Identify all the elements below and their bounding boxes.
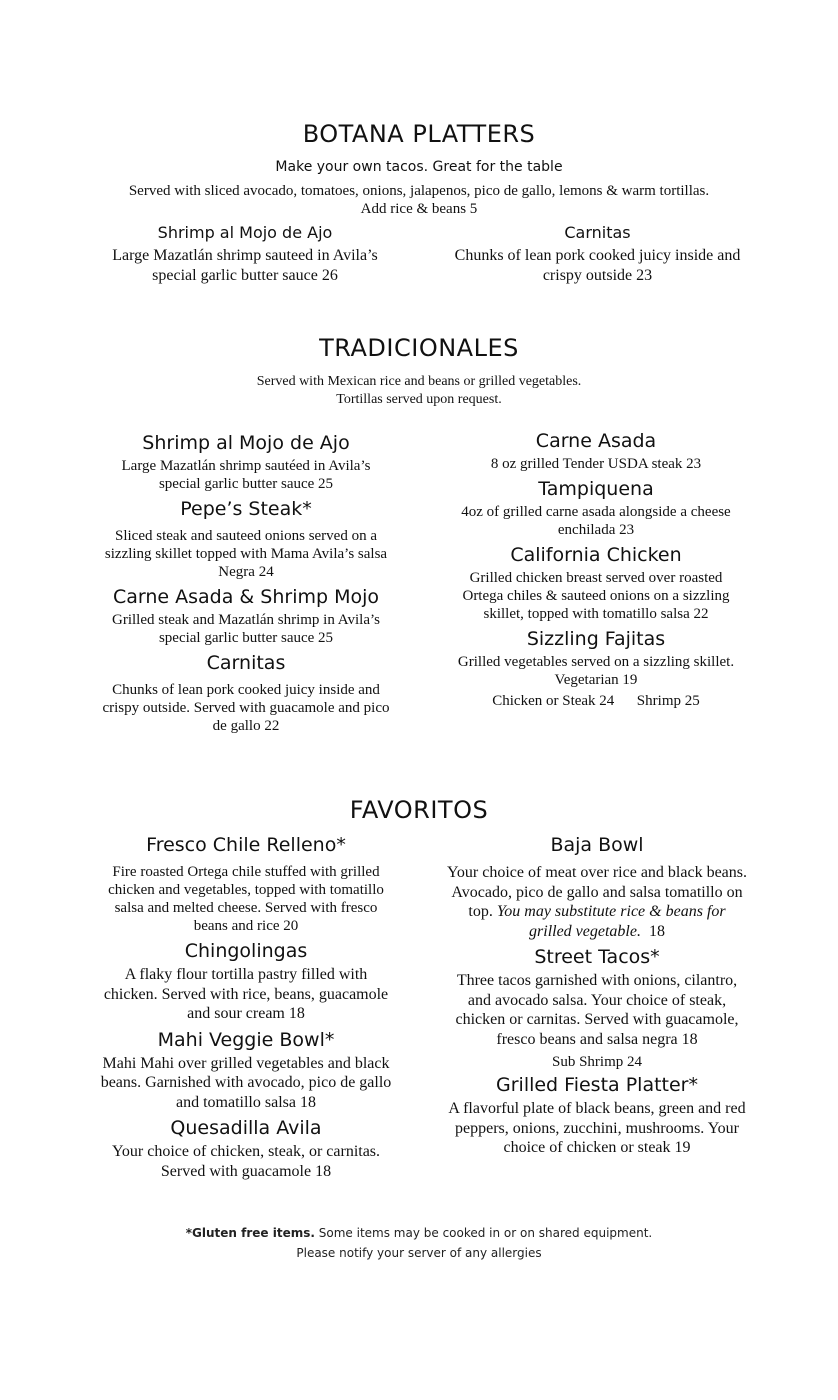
item-desc: Mahi Mahi over grilled vegetables and black beans. Garnished with avocado, pico de gallo and tomatillo salsa 18 (100, 1054, 392, 1111)
botana-title: BOTANA PLATTERS (302, 120, 536, 148)
item-name: Carnitas (206, 652, 286, 674)
item-name: Baja Bowl (550, 834, 644, 856)
tradicionales-left-column (100, 431, 392, 739)
item-name: Grilled Fiesta Platter* (496, 1074, 698, 1096)
item-name: Fresco Chile Relleno* (146, 834, 346, 856)
item-desc: 8 oz grilled Tender USDA steak 23 (490, 456, 702, 472)
item-desc: 4oz of grilled carne asada alongside a cheese enchilada 23 (461, 504, 731, 538)
favoritos-right-column (446, 833, 748, 1162)
item-desc: Grilled steak and Mazatlán shrimp in Avila’s special garlic butter sauce 25 (112, 612, 380, 646)
item-desc (446, 863, 748, 941)
item-desc: Sliced steak and sauteed onions served on a sizzling skillet topped with Mama Avila’s salsa Negra 24 (104, 528, 388, 580)
item-desc: Grilled vegetables served on a sizzling skillet. (457, 654, 735, 670)
item-desc: Your choice of chicken, steak, or carnitas. Served with guacamole 18 (111, 1143, 381, 1180)
footer-shared-equipment: Some items may be cooked in or on shared equipment. (318, 1226, 653, 1240)
item-name: Carne Asada (535, 430, 657, 452)
item-desc: Chunks of lean pork cooked juicy inside and crispy outside 23 (454, 247, 741, 284)
item-desc: A flaky flour tortilla pastry filled with chicken. Served with rice, beans, guacamole and sour cream 18 (103, 966, 389, 1022)
botana-served: Served with sliced avocado, tomatoes, onions, jalapenos, pico de gallo, lemons & warm tortillas. (128, 183, 710, 199)
item-name: Mahi Veggie Bowl* (157, 1028, 335, 1051)
item-name: Pepe’s Steak* (180, 498, 312, 520)
tradicionales-served-2: Tortillas served upon request. (336, 392, 502, 407)
item-name: Street Tacos* (534, 946, 660, 968)
baja-bowl-substitute-note: You may substitute rice & beans for grilled vegetable. (496, 903, 726, 940)
baja-bowl-price: 18 (648, 922, 665, 940)
item-desc-options: Chicken or Steak 24 Shrimp 25 (492, 693, 700, 709)
botana-subtitle: Make your own tacos. Great for the table (275, 159, 563, 175)
item-name: California Chicken (510, 544, 682, 566)
item-name: Shrimp al Mojo de Ajo (142, 432, 350, 454)
item-name: Tampiquena (538, 478, 654, 500)
footer-note (0, 1223, 838, 1243)
footer-allergies: Please notify your server of any allergies (296, 1246, 542, 1260)
item-desc: Large Mazatlán shrimp sautéed in Avila’s special garlic butter sauce 25 (121, 458, 371, 492)
item-desc: A flavorful plate of black beans, green and red peppers, onions, zucchini, mushrooms. Your choice of chicken or steak 19 (448, 1100, 746, 1156)
tradicionales-served-1: Served with Mexican rice and beans or grilled vegetables. (256, 374, 582, 389)
favoritos-left-column (96, 833, 396, 1185)
item-desc: Three tacos garnished with onions, cilantro, and avocado salsa. Your choice of steak, chicken or carnitas. Served with guacamole, fresco beans and salsa negra 18 (455, 972, 739, 1048)
item-desc: Fire roasted Ortega chile stuffed with grilled chicken and vegetables, topped with tomatillo salsa and melted cheese. Served with fresco beans and rice 20 (108, 864, 384, 934)
item-name: Shrimp al Mojo de Ajo (157, 223, 333, 242)
favoritos-title: FAVORITOS (349, 796, 489, 824)
item-desc: Grilled chicken breast served over roasted Ortega chiles & sauteed onions on a sizzling skillet, topped with tomatillo salsa 22 (462, 570, 730, 622)
item-desc-vegetarian: Vegetarian 19 (554, 672, 638, 688)
item-name: Chingolingas (184, 940, 308, 962)
botana-item (445, 222, 750, 289)
item-name: Sizzling Fajitas (526, 628, 666, 650)
item-name: Carnitas (564, 223, 631, 242)
item-desc: Large Mazatlán shrimp sauteed in Avila’s special garlic butter sauce 26 (112, 247, 378, 284)
tradicionales-right-column (450, 429, 742, 714)
item-name: Quesadilla Avila (170, 1117, 322, 1139)
item-name: Carne Asada & Shrimp Mojo (112, 586, 380, 608)
botana-item (95, 222, 395, 289)
baja-bowl-desc: Your choice of meat over rice and black beans. Avocado, pico de gallo and salsa tomatillo on top. (446, 864, 748, 920)
botana-add: Add rice & beans 5 (360, 201, 478, 217)
footer-gluten-free: *Gluten free items. (185, 1226, 315, 1240)
item-desc-sub-shrimp: Sub Shrimp 24 (551, 1054, 642, 1070)
item-desc: Chunks of lean pork cooked juicy inside and crispy outside. Served with guacamole and pico de gallo 22 (102, 682, 390, 734)
tradicionales-title: TRADICIONALES (319, 334, 519, 362)
